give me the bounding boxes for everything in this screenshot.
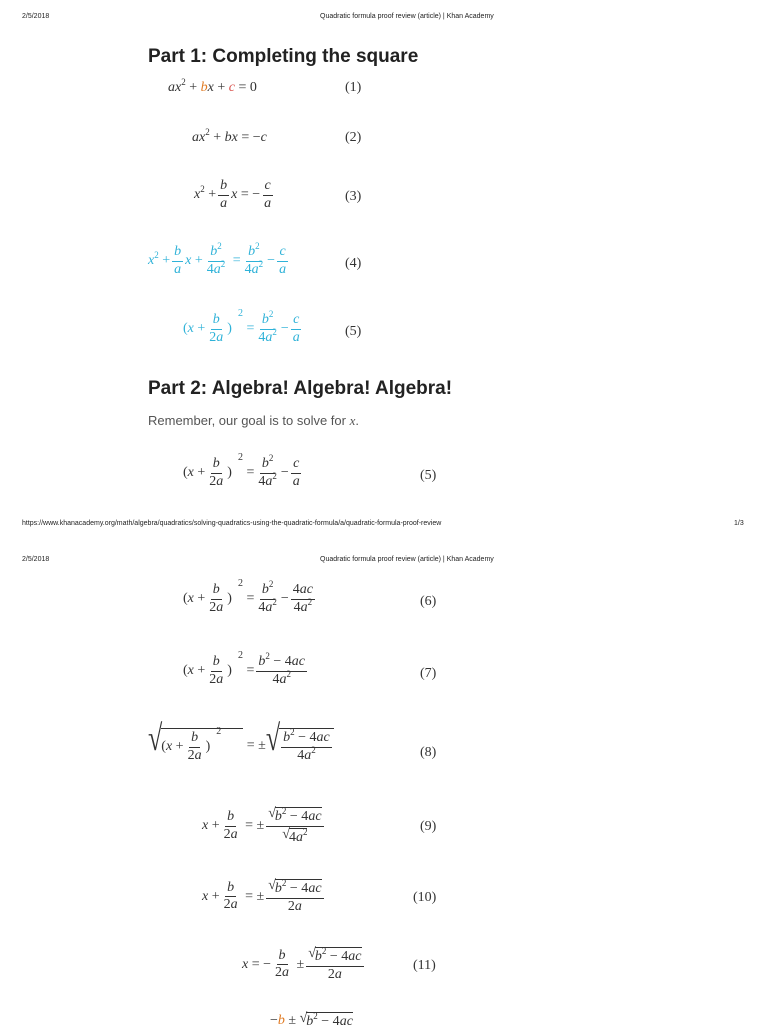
equation-number-7: (7): [420, 666, 437, 681]
print-title: Quadratic formula proof review (article) | Khan Academy: [320, 13, 494, 20]
intro-text: Remember, our goal is to solve for: [148, 413, 350, 428]
equation-number-10: (10): [413, 890, 437, 905]
equation-number-2: (2): [345, 130, 362, 145]
equation-3: x 2 + $\frac{b}{a}$ x = − $\frac{c}{a}$: [194, 178, 272, 211]
equation-2: ax 2 + bx = − c: [192, 127, 267, 145]
equation-9: x + $\frac{b}{2a}$ = ± √ b 2 − 4 ac √ 4 a 2: [202, 806, 322, 845]
part1-heading: Part 1: Completing the square: [148, 46, 419, 67]
intro-end: .: [355, 413, 359, 428]
equation-4: x 2 + $\frac{b}{a}$ x + $\frac{b^2}{4a^2}$ = $\frac{b^2}{4a^2}$ − $\frac{c}{a}$: [148, 241, 287, 277]
print-date: 2/5/2018: [22, 13, 50, 20]
equation-number-4: (4): [345, 256, 362, 271]
equation-number-5: (5): [345, 324, 362, 339]
equation-number-11: (11): [413, 958, 436, 973]
equation-5: ( x + $\frac{b}{2a}$ ) 2 = $\frac{b^2}{4a^2}$ − $\frac{c}{a}$: [183, 307, 300, 345]
equation-11: x = − $\frac{b}{2a}$ ± √ b 2 − 4 ac 2a: [242, 946, 362, 982]
equation-6: ( x + $\frac{b}{2a}$ ) 2 = $\frac{b^2}{4a^2}$ − $\frac{4ac}{4a^2}$: [183, 577, 313, 615]
part2-heading: Part 2: Algebra! Algebra! Algebra!: [148, 378, 453, 399]
equation-10: x + $\frac{b}{2a}$ = ± √ b 2 − 4 ac 2a: [202, 878, 322, 914]
equation-12-partial: − b ± √ b 2 − 4 ac: [270, 1011, 353, 1029]
equation-number-3: (3): [345, 189, 362, 204]
equation-8: √ ( x + $\frac{b}{2a}$ ) 2 = ± √ $\frac{b^2 - 4ac}{4a^2}$: [148, 728, 334, 765]
equation-number-1: (1): [345, 80, 362, 95]
equation-number-9: (9): [420, 819, 437, 834]
print-title-2: Quadratic formula proof review (article) | Khan Academy: [320, 556, 494, 563]
equation-number-8: (8): [420, 745, 437, 760]
equation-5-repeat: ( x + $\frac{b}{2a}$ ) 2 = $\frac{b^2}{4a^2}$ − $\frac{c}{a}$: [183, 451, 300, 489]
part2-intro: [148, 413, 359, 429]
equation-number-6: (6): [420, 594, 437, 609]
intro-var: x: [349, 413, 356, 428]
equation-1: ax 2 + b x + c = 0: [168, 77, 257, 95]
footer-url: https://www.khanacademy.org/math/algebra/quadratics/solving-quadratics-using-the-quadratic-formula/a/quadratic-formula-proof-review: [22, 520, 442, 527]
equation-number-5-repeat: (5): [420, 468, 437, 483]
equation-7: ( x + $\frac{b}{2a}$ ) 2 = $\frac{b^2 - 4ac}{4a^2}$: [183, 649, 305, 687]
print-date-2: 2/5/2018: [22, 556, 50, 563]
footer-page: 1/3: [734, 520, 744, 527]
